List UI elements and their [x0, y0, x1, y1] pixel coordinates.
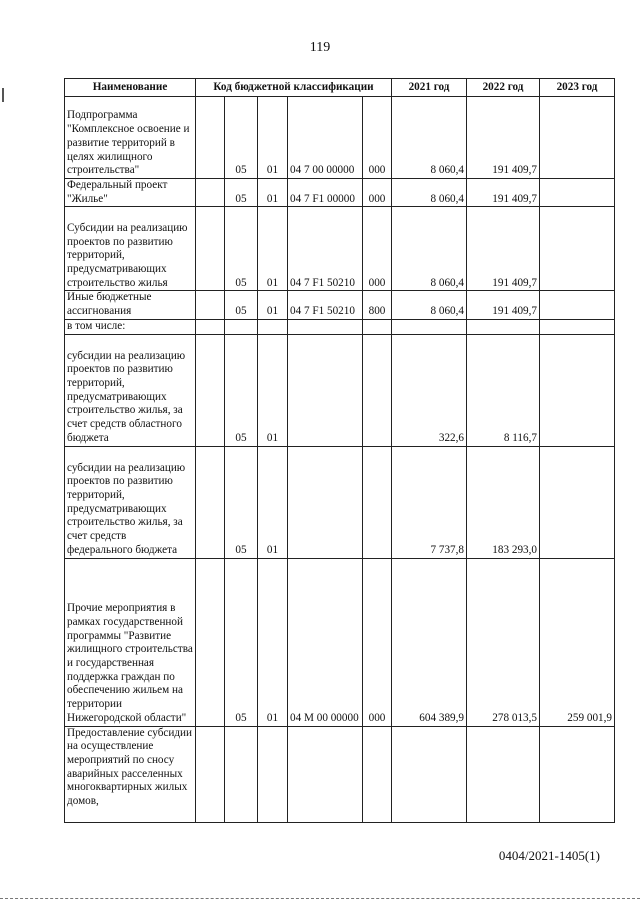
row-2023: 259 001,9: [540, 558, 615, 726]
row-blank: [196, 334, 225, 446]
row-2021: [392, 726, 467, 822]
row-2021: 8 060,4: [392, 179, 467, 207]
row-target-article: 04 7 F1 00000: [288, 179, 363, 207]
row-2022: 191 409,7: [467, 179, 540, 207]
row-section: 05: [225, 179, 258, 207]
row-subsection: 01: [258, 207, 288, 291]
table-row: [65, 207, 615, 291]
row-subsection: 01: [258, 334, 288, 446]
row-2021: 604 389,9: [392, 558, 467, 726]
row-2022: [467, 319, 540, 334]
row-2023: [540, 291, 615, 319]
header-row: [65, 79, 615, 97]
row-subsection: [258, 319, 288, 334]
row-2023: [540, 179, 615, 207]
row-2021: 8 060,4: [392, 97, 467, 179]
row-expense-type: [363, 334, 392, 446]
row-target-article: [288, 319, 363, 334]
row-2022: 191 409,7: [467, 207, 540, 291]
table-row: [65, 726, 615, 822]
row-blank: [196, 179, 225, 207]
row-2021: [392, 319, 467, 334]
row-2023: [540, 97, 615, 179]
page-number: 119: [309, 40, 331, 55]
header-2022: 2022 год: [467, 79, 540, 97]
row-section: 05: [225, 334, 258, 446]
row-subsection: 01: [258, 558, 288, 726]
row-target-article: 04 7 00 00000: [288, 97, 363, 179]
header-2021: 2021 год: [392, 79, 467, 97]
row-2023: [540, 334, 615, 446]
row-name: Прочие мероприятия в рамках государственной программы "Развитие жилищного строительства и государственная поддержка граждан по обеспечению жильем на территории Нижегородской области": [65, 558, 196, 726]
row-expense-type: 000: [363, 558, 392, 726]
row-2023: [540, 726, 615, 822]
row-name: Иные бюджетные ассигнования: [65, 291, 196, 319]
header-code: Код бюджетной классификации: [196, 79, 392, 97]
header-name: Наименование: [65, 79, 196, 97]
row-target-article: [288, 334, 363, 446]
budget-table: [64, 78, 615, 823]
table-row: [65, 446, 615, 558]
row-2023: [540, 319, 615, 334]
row-expense-type: 800: [363, 291, 392, 319]
row-2022: [467, 726, 540, 822]
row-target-article: [288, 726, 363, 822]
row-section: [225, 319, 258, 334]
row-name: Федеральный проект "Жилье": [65, 179, 196, 207]
row-target-article: 04 7 F1 50210: [288, 291, 363, 319]
row-expense-type: 000: [363, 97, 392, 179]
row-section: 05: [225, 446, 258, 558]
row-2022: 191 409,7: [467, 291, 540, 319]
header-2023: 2023 год: [540, 79, 615, 97]
row-name: в том числе:: [65, 319, 196, 334]
row-name: субсидии на реализацию проектов по развитию территорий, предусматривающих строительство жилья, за счет средств федерального бюджета: [65, 446, 196, 558]
row-target-article: [288, 446, 363, 558]
bottom-rule: [0, 898, 640, 899]
row-section: 05: [225, 207, 258, 291]
row-subsection: 01: [258, 446, 288, 558]
row-2023: [540, 446, 615, 558]
row-2021: 8 060,4: [392, 291, 467, 319]
row-expense-type: [363, 446, 392, 558]
row-2021: 8 060,4: [392, 207, 467, 291]
row-2022: 183 293,0: [467, 446, 540, 558]
table-row: [65, 291, 615, 319]
row-blank: [196, 446, 225, 558]
table-row: [65, 97, 615, 179]
table-row: [65, 558, 615, 726]
row-expense-type: 000: [363, 179, 392, 207]
row-blank: [196, 291, 225, 319]
row-name: субсидии на реализацию проектов по развитию территорий, предусматривающих строительство жилья, за счет средств областного бюджета: [65, 334, 196, 446]
row-section: 05: [225, 97, 258, 179]
row-subsection: 01: [258, 291, 288, 319]
table-row: [65, 179, 615, 207]
row-blank: [196, 207, 225, 291]
row-2023: [540, 207, 615, 291]
row-expense-type: 000: [363, 207, 392, 291]
row-blank: [196, 97, 225, 179]
row-blank: [196, 319, 225, 334]
row-subsection: 01: [258, 97, 288, 179]
row-target-article: 04 М 00 00000: [288, 558, 363, 726]
row-target-article: 04 7 F1 50210: [288, 207, 363, 291]
document-code: 0404/2021-1405(1): [498, 848, 600, 863]
row-blank: [196, 558, 225, 726]
table-row: [65, 319, 615, 334]
row-section: 05: [225, 291, 258, 319]
row-blank: [196, 726, 225, 822]
row-2021: 322,6: [392, 334, 467, 446]
row-2021: 7 737,8: [392, 446, 467, 558]
row-name: Субсидии на реализацию проектов по развитию территорий, предусматривающих строительство жилья: [65, 207, 196, 291]
row-expense-type: [363, 319, 392, 334]
margin-mark: [2, 88, 4, 102]
row-2022: 8 116,7: [467, 334, 540, 446]
row-2022: 278 013,5: [467, 558, 540, 726]
table-row: [65, 334, 615, 446]
row-subsection: 01: [258, 179, 288, 207]
row-section: [225, 726, 258, 822]
row-2022: 191 409,7: [467, 97, 540, 179]
row-expense-type: [363, 726, 392, 822]
row-name: Предоставление субсидии на осуществление мероприятий по сносу аварийных расселенных многоквартирных жилых домов,: [65, 726, 196, 822]
row-name: Подпрограмма "Комплексное освоение и развитие территорий в целях жилищного строительства": [65, 97, 196, 179]
row-section: 05: [225, 558, 258, 726]
row-subsection: [258, 726, 288, 822]
